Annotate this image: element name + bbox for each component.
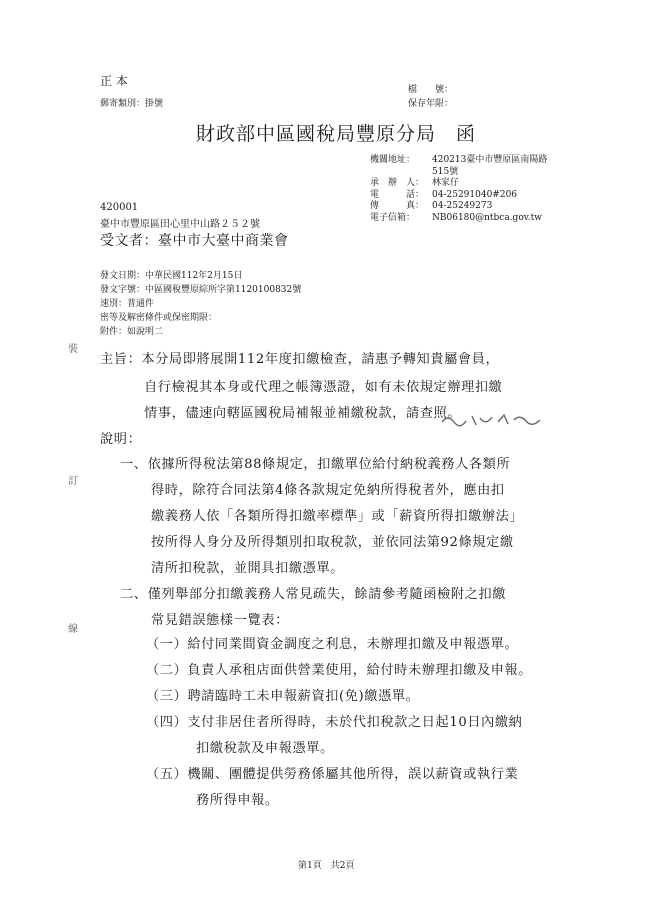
- file-no: 檔 號：: [408, 85, 454, 95]
- subject-line-2: 自行檢視其本身或代理之帳簿憑證，如有未依規定辦理扣繳: [144, 380, 503, 395]
- explanation-item2-line1: 二、僅列舉部分扣繳義務人常見疏失，餘請參考隨函檢附之扣繳: [120, 587, 507, 602]
- explanation-label: 說明：: [100, 432, 142, 447]
- binding-mark-top: 裝: [68, 344, 78, 355]
- page-number: 第1頁 共2頁: [298, 861, 355, 871]
- contact-block: [370, 155, 547, 224]
- handler-name: 林家仔: [432, 178, 460, 188]
- recipient-name: 受文者：臺中市大臺中商業會: [100, 233, 289, 249]
- explanation-item1-line3: 繳義務人依「各類所得扣繳率標準」或「薪資所得扣繳辦法」: [151, 509, 524, 524]
- email-row: [370, 213, 547, 225]
- explanation-item2-line2: 常見錯誤態樣一覽表：: [151, 613, 289, 628]
- email-address[interactable]: NB06180@ntbca.gov.tw: [432, 212, 542, 223]
- phone-number: 04-25291040#206: [432, 189, 518, 200]
- copy-type: 正 本: [100, 74, 128, 88]
- explanation-item2-sub5-line1: （五）機關、團體提供勞務係屬其他所得，誤以薪資或執行業: [146, 767, 519, 782]
- explanation-item1-line4: 按所得人身分及所得類別扣取稅款，並依同法第92條規定繳: [151, 535, 514, 550]
- recipient-address: 臺中市豐原區田心里中山路２５２號: [100, 219, 260, 230]
- email-label: 電子信箱：: [370, 212, 416, 223]
- address-line1: 420213臺中市豐原區南陽路: [432, 155, 548, 165]
- document-title: 財政部中區國稅局豐原分局 函: [196, 123, 477, 145]
- subject-line-3: 情事，儘速向轄區國稅局補報並補繳稅款，請查照。: [144, 406, 462, 421]
- explanation-item1-line1: 一、依據所得稅法第88條規定，扣繳單位給付納稅義務人各類所: [120, 457, 511, 472]
- secrecy-level: 密等及解密條件或保密期限：: [100, 313, 218, 323]
- explanation-item2-sub1: （一）給付同業間資金調度之利息，未辦理扣繳及申報憑單。: [146, 637, 519, 652]
- document-number: 發文字號：中區國稅豐原綜所字第1120100832號: [100, 285, 302, 295]
- phone-row: [370, 190, 547, 202]
- binding-mark-bottom: 線: [68, 624, 78, 635]
- recipient-postcode: 420001: [100, 202, 139, 213]
- explanation-item2-sub2: （二）負責人承租店面供營業使用，給付時未辦理扣繳及申報。: [146, 663, 533, 678]
- retention-period: 保存年限：: [408, 99, 454, 109]
- phone-label: 電 話：: [370, 189, 425, 200]
- attachment-note: 附件：如說明二: [100, 327, 164, 337]
- explanation-item1-line5: 清所扣稅款，並開具扣繳憑單。: [151, 561, 345, 576]
- address-row: [370, 155, 547, 167]
- handler-row: [370, 178, 547, 190]
- fax-label: 傳 真：: [370, 201, 425, 211]
- explanation-item2-sub3: （三）聘請臨時工未申報薪資扣(免)繳憑單。: [146, 689, 420, 704]
- address-label: 機關地址：: [370, 155, 416, 165]
- fax-row: [370, 201, 547, 213]
- signature-stamp-mark: [440, 412, 550, 428]
- handler-label: 承 辦 人：: [370, 178, 425, 188]
- mail-type: 郵寄類別：掛號: [100, 99, 164, 109]
- issue-date: 發文日期：中華民國112年2月15日: [100, 271, 243, 281]
- explanation-item2-sub5-line2: 務所得申報。: [196, 793, 279, 808]
- address-row-2: [370, 167, 547, 179]
- explanation-item1-line2: 得時，除符合同法第4條各款規定免納所得稅者外，應由扣: [151, 483, 505, 498]
- binding-mark-middle: 訂: [68, 476, 78, 487]
- subject-line-1: 主旨：本分局即將展開112年度扣繳檢查，請惠予轉知貴屬會員，: [100, 352, 500, 367]
- address-line2: 515號: [432, 166, 459, 177]
- explanation-item2-sub4-line2: 扣繳稅款及申報憑單。: [196, 741, 334, 756]
- explanation-item2-sub4-line1: （四）支付非居住者所得時，未於代扣稅款之日起10日內繳納: [146, 715, 523, 730]
- fax-number: 04-25249273: [432, 201, 493, 211]
- delivery-speed: 速別：普通件: [100, 299, 155, 309]
